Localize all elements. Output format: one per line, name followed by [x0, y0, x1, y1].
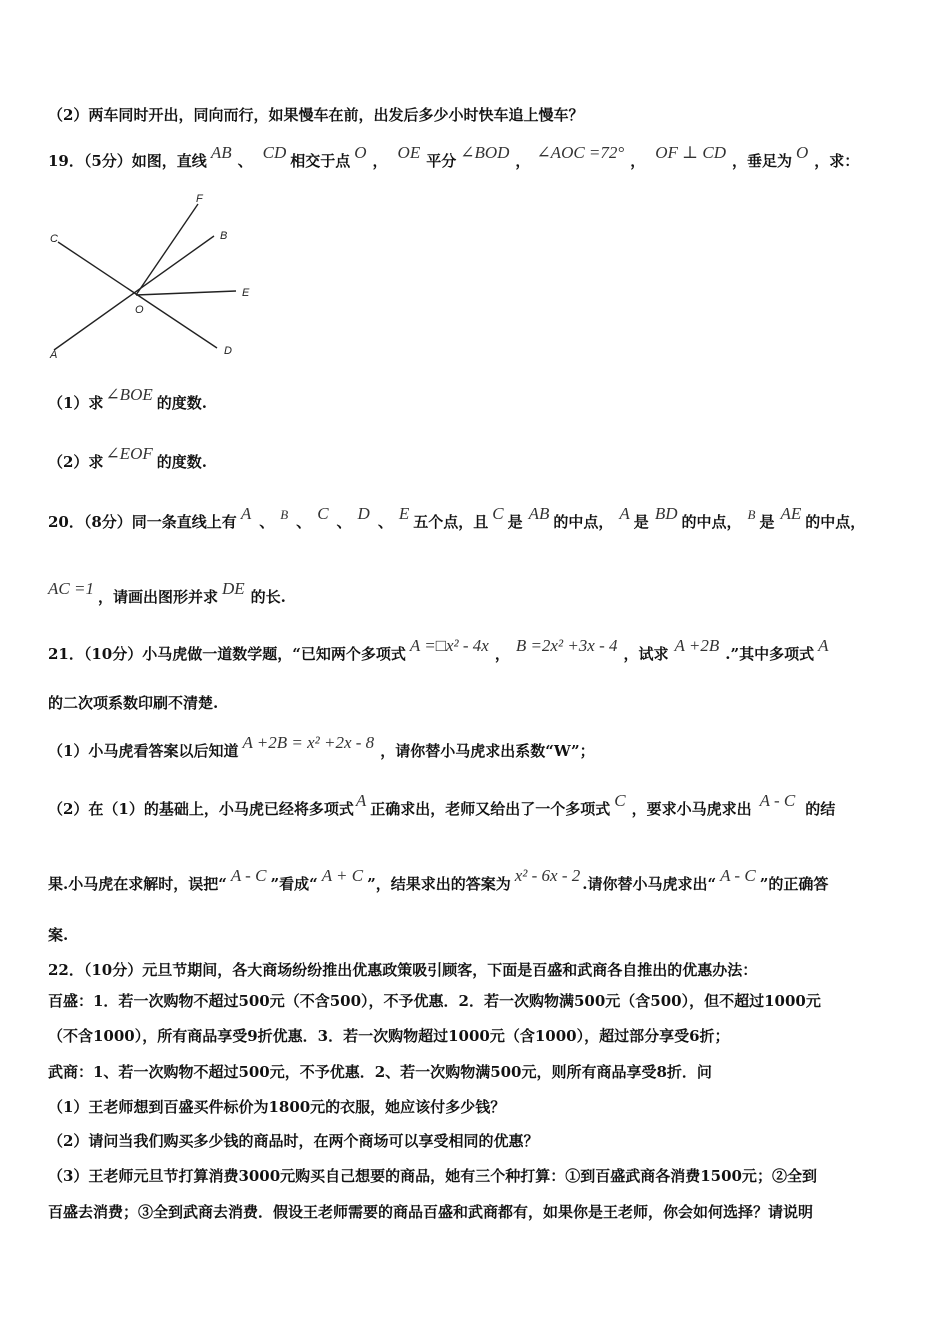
math-of-perp-cd: OF ⊥ CD — [655, 143, 726, 162]
math-poly-a: A =□x² - 4x — [409, 636, 489, 655]
q19-sub1-suffix: 的度数. — [156, 394, 207, 412]
q22-sub3-cont: 百盛去消费；③全到武商去消费．假设王老师需要的商品百盛和武商都有，如果你是王老师，你会如何选择？请说明 — [48, 1203, 814, 1221]
math-a: A — [240, 504, 252, 523]
q19-number: 19．（5分）如图，直线 — [48, 152, 207, 170]
math-a2b-result: A +2B = x² +2x - 8 — [242, 733, 375, 752]
q20-sep2: 、 — [296, 513, 312, 531]
math-a-plus-2b: A +2B — [674, 636, 720, 655]
q19-sub1 — [48, 385, 207, 413]
q21-cont-text-c: ”，结果求出的答案为 — [367, 875, 511, 893]
math-b2: B — [747, 507, 756, 522]
q21-stem — [48, 636, 829, 664]
q20-text2: 是 — [507, 513, 523, 531]
q19-text2: 平分 — [426, 152, 457, 170]
q19-comma3: ， — [630, 152, 646, 170]
q21-text1: ，试求 — [623, 645, 669, 663]
q20-text9: 的长. — [250, 588, 286, 606]
q19-text3: ，垂足为 — [731, 152, 792, 170]
q21-sub2 — [48, 791, 836, 819]
q21-sub2-cont — [48, 866, 829, 894]
q22-baisheng-2: （不含1000），所有商品享受9折优惠．3．若一次购物超过1000元（含1000），超过部分享受6折； — [48, 1027, 730, 1045]
q21-line-end: 案. — [48, 926, 69, 944]
math-angle-eof: ∠EOF — [105, 444, 153, 463]
q22-sub1: （1）王老师想到百盛买件标价为1800元的衣服，她应该付多少钱？ — [48, 1098, 506, 1116]
q20-line2 — [48, 579, 286, 607]
math-cd: CD — [262, 143, 287, 162]
q19-text4: ，求： — [814, 152, 860, 170]
math-a-minus-c3: A - C — [720, 866, 756, 885]
label-o: O — [135, 304, 144, 316]
q19-sep: 、 — [237, 152, 253, 170]
q21-sub2-text-b: 正确求出，老师又给出了一个多项式 — [370, 800, 611, 818]
q21-number: 21．（10分）小马虎做一道数学题，“已知两个多项式 — [48, 645, 406, 663]
math-oe: OE — [397, 143, 421, 162]
math-a3: A — [355, 791, 367, 810]
q19-text1: 相交于点 — [290, 152, 351, 170]
ray-oe — [136, 291, 236, 295]
q19-sub2-suffix: 的度数. — [156, 453, 207, 471]
label-e: E — [242, 287, 250, 299]
math-o2: O — [796, 143, 809, 162]
q20-sep1: 、 — [259, 513, 275, 531]
q22-wushang: 武商：1、若一次购物不超过500元，不予优惠．2、若一次购物满500元，则所有商品享受8折．问 — [48, 1063, 712, 1081]
q19-sub1-prefix: （1）求 — [48, 394, 104, 412]
label-f: F — [196, 193, 203, 205]
q21-sub1 — [48, 733, 595, 761]
math-b: B — [280, 507, 289, 522]
ray-of — [136, 204, 198, 295]
math-ac: AC =1 — [48, 579, 94, 598]
q22-sub2: （2）请问当我们购买多少钱的商品时，在两个商场可以享受相同的优惠？ — [48, 1132, 539, 1150]
label-b: B — [220, 230, 228, 242]
q20-stem — [48, 504, 866, 532]
math-a-minus-c2: A - C — [230, 866, 267, 885]
q22-baisheng-1: 百盛：1．若一次购物不超过500元（不含500），不予优惠．2．若一次购物满500元（含500），但不超过1000元 — [48, 992, 821, 1010]
math-angle-boe: ∠BOE — [105, 385, 153, 404]
math-angle-bod: ∠BOD — [460, 143, 510, 162]
geometry-figure — [40, 192, 270, 367]
q19-comma2: ， — [515, 152, 531, 170]
label-d: D — [224, 345, 232, 357]
q18-part2: （2）两车同时开出，同向而行，如果慢车在前，出发后多少小时快车追上慢车？ — [48, 106, 584, 124]
q21-sub2-text-d: 的结 — [805, 800, 836, 818]
q19-sub2 — [48, 444, 207, 472]
label-a: A — [50, 349, 58, 361]
math-c3: C — [614, 791, 626, 810]
q20-number: 20．（8分）同一条直线上有 — [48, 513, 237, 531]
q21-cont-text-e: ”的正确答 — [759, 875, 829, 893]
q21-cont-text-a: 果.小马虎在求解时，误把“ — [48, 875, 227, 893]
q19-stem — [48, 143, 860, 171]
label-c: C — [50, 233, 58, 245]
q20-text8: ，请画出图形并求 — [97, 588, 218, 606]
q21-text2: .”其中多项式 — [725, 645, 815, 663]
math-o: O — [354, 143, 367, 162]
math-ab2: AB — [528, 504, 550, 523]
q21-sub1-suffix: ，请你替小马虎求出系数“W”； — [380, 742, 595, 760]
q22-stem: 22．（10分）元旦节期间，各大商场纷纷推出优惠政策吸引顾客，下面是百盛和武商各自推出的优惠办法： — [48, 961, 758, 979]
q20-text1: 五个点，且 — [413, 513, 489, 531]
math-angle-aoc: ∠AOC =72° — [536, 143, 625, 162]
q19-sub2-prefix: （2）求 — [48, 453, 104, 471]
q21-line2: 的二次项系数印刷不清楚. — [48, 694, 219, 712]
math-e: E — [398, 504, 410, 523]
math-bd: BD — [654, 504, 678, 523]
math-a-var: A — [818, 636, 829, 655]
q20-text5: 的中点， — [681, 513, 742, 531]
q22-sub3: （3）王老师元旦节打算消费3000元购买自己想要的商品，她有三个种打算：①到百盛武商各消费1500元；②全到 — [48, 1167, 817, 1185]
math-a-plus-c: A + C — [321, 866, 364, 885]
math-poly-b: B =2x² +3x - 4 — [515, 636, 618, 655]
math-d: D — [357, 504, 370, 523]
math-ae: AE — [780, 504, 802, 523]
math-c: C — [317, 504, 329, 523]
q20-text4: 是 — [633, 513, 649, 531]
q20-sep3: 、 — [336, 513, 352, 531]
q21-sub2-text-a: （2）在（1）的基础上，小马虎已经将多项式 — [48, 800, 354, 818]
q21-sub2-text-c: ，要求小马虎求出 — [631, 800, 752, 818]
q21-cont-text-b: ”看成“ — [270, 875, 318, 893]
math-c2: C — [492, 504, 504, 523]
math-a-minus-c: A - C — [759, 791, 796, 810]
q21-sub1-prefix: （1）小马虎看答案以后知道 — [48, 742, 239, 760]
math-de: DE — [221, 579, 245, 598]
q20-text6: 是 — [759, 513, 775, 531]
q19-comma1: ， — [372, 152, 388, 170]
q21-comma: ， — [494, 645, 510, 663]
q20-text7: 的中点， — [805, 513, 866, 531]
math-a2: A — [619, 504, 630, 523]
math-answer: x² - 6x - 2 — [514, 866, 581, 885]
q21-cont-text-d: .请你替小马虎求出“ — [582, 875, 717, 893]
q20-text3: 的中点， — [553, 513, 614, 531]
q20-sep4: 、 — [377, 513, 393, 531]
math-ab: AB — [210, 143, 232, 162]
